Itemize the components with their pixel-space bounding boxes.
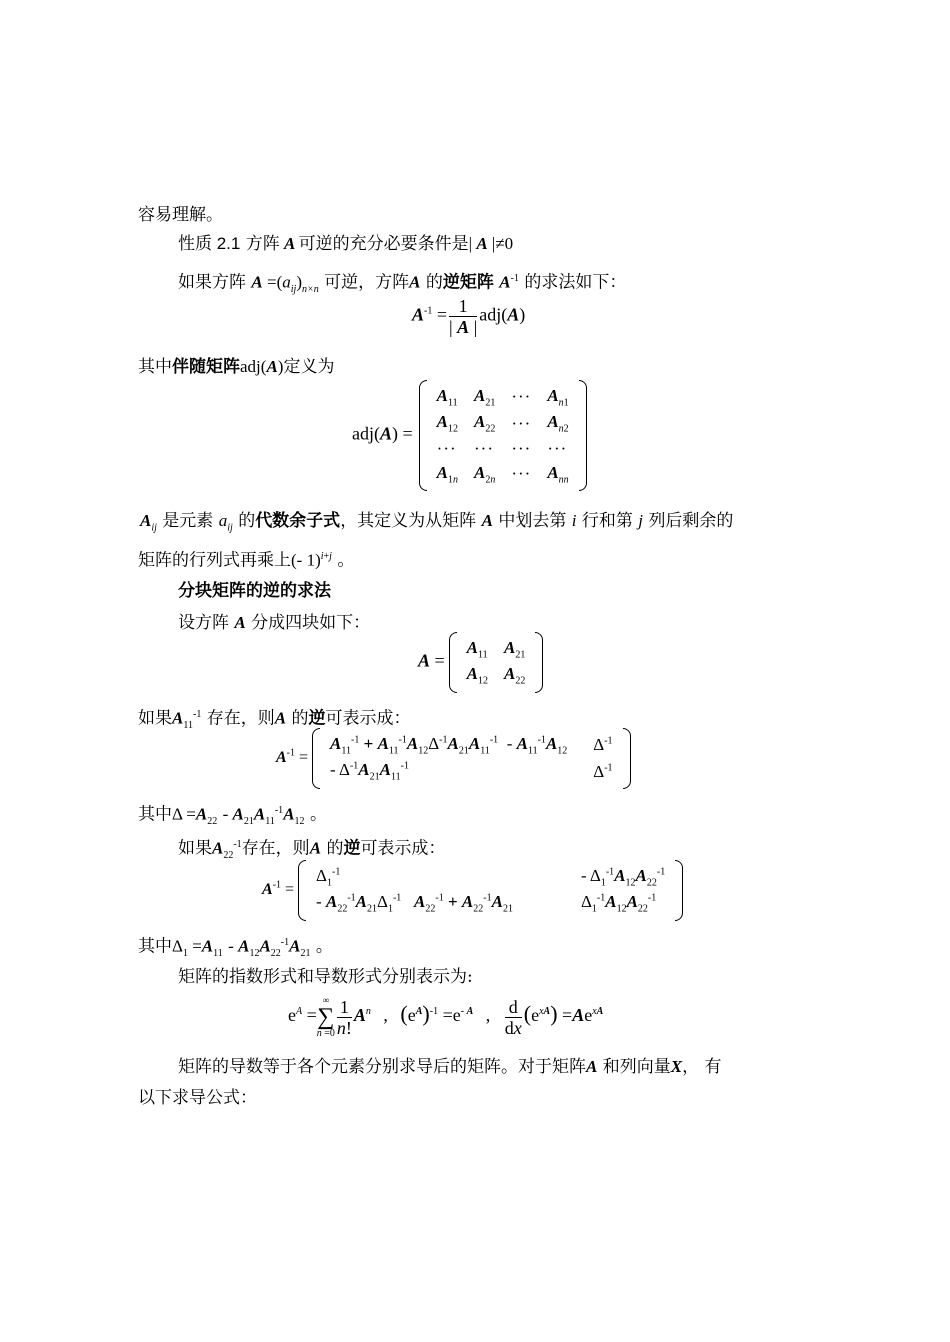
block-matrix-formula: A = $A_{11}$ $A_{21}$ $A_{12}$ $A_{22}$ (418, 632, 543, 693)
case2-formula: $A^{-1}$ = $\Delta_1^{-1}$ - $\Delta_1^{-1}A_{12}A_{22}^{-1}$ - $A_{22}^{-1}A_{21}\Delta_1^{-1}$ $A_{22}^{-1} + A_{22}^{-1}A_{21}$ $\Delta_1^{-1}A_{12}A_{22}^{-1}$ (262, 860, 683, 921)
delta1-def-line: 其中$\Delta_1 =A_{11} - A_{12}A_{22}^{-1}A_{21}$ 。 (138, 936, 333, 960)
inverse-formula: $A^{-1}$ = $\frac{1}{| A |}$ adj(A) (412, 296, 526, 337)
case2-line: 如果$A_{22}^{-1}$存在，则A 的逆可表示成： (178, 838, 446, 862)
adjugate-intro-line: 其中伴随矩阵adj(A)定义为 (138, 357, 335, 377)
delta-def-line: 其中$\Delta =A_{22} - A_{21}A_{11}^{-1}A_{12}$ 。 (138, 804, 327, 828)
text-line: 容易理解。 (138, 205, 223, 225)
exp-formula: $e^A$ = ∞ ∑ n =0 $\frac{1}{n!}$ $A^n$ , $(e^A)^{-1} =e^{- A}$ , $\frac{d}{dx}$ $(e^{xA}) =Ae^{xA}$ (288, 995, 604, 1039)
section-heading: 分块矩阵的逆的求法 (178, 581, 331, 601)
derivative-line-1: 矩阵的导数等于各个元素分别求导后的矩阵。对于矩阵A 和列向量X， 有 (178, 1057, 722, 1077)
case1-formula: $A^{-1}$ = $A_{11}^{-1} + A_{11}^{-1}A_{12}\Delta^{-1}A_{21}A_{11}^{-1} - A_{11}^{-1}A_{12}$ $\Delta^{-1}$ - $\Delta^{-1}A_{21}A_{11}^{-1}$ $\Delta^{-1}$ (276, 728, 631, 789)
term-cofactor: 代数余子式 (255, 511, 341, 531)
inverse-intro-line: 如果方阵 $A =(a_{ij})_{n\times n}$ 可逆，方阵A 的逆矩阵 $A^{-1}$ 的求法如下： (178, 272, 627, 296)
property-line: 性质 2.1 方阵 A 可逆的充分必要条件是| A |≠0 (178, 234, 514, 254)
derivative-line-2: 以下求导公式： (138, 1088, 257, 1108)
cofactor-line-2: 矩阵的行列式再乘上(- 1)$^{i+j}$ 。 (138, 550, 355, 571)
term-inverse-matrix: 逆矩阵 (442, 272, 494, 293)
adjugate-matrix-formula: adj(A) = $A_{11}$ $A_{21}$ ··· $A_{n1}$ $A_{12}$ $A_{22}$ ··· $A_{n2}$ ··· ··· ··· ··· $A_{1n}$ $A_{2n}$ ··· $A_{nn}$ (352, 380, 587, 491)
case1-line: 如果$A_{11}^{-1}$ 存在，则A 的逆可表示成： (138, 708, 411, 732)
property-label: 性质 2.1 (178, 234, 241, 253)
cofactor-line-1: $A_{ij}$ 是元素 $a_{ij}$ 的代数余子式，其定义为从矩阵 A 中划去第 i 行和第 j 列后剩余的 (140, 511, 734, 534)
block-intro-line: 设方阵 A 分成四块如下： (178, 613, 371, 633)
exp-intro-line: 矩阵的指数形式和导数形式分别表示为: (178, 967, 473, 987)
term-adjugate: 伴随矩阵 (172, 357, 240, 377)
